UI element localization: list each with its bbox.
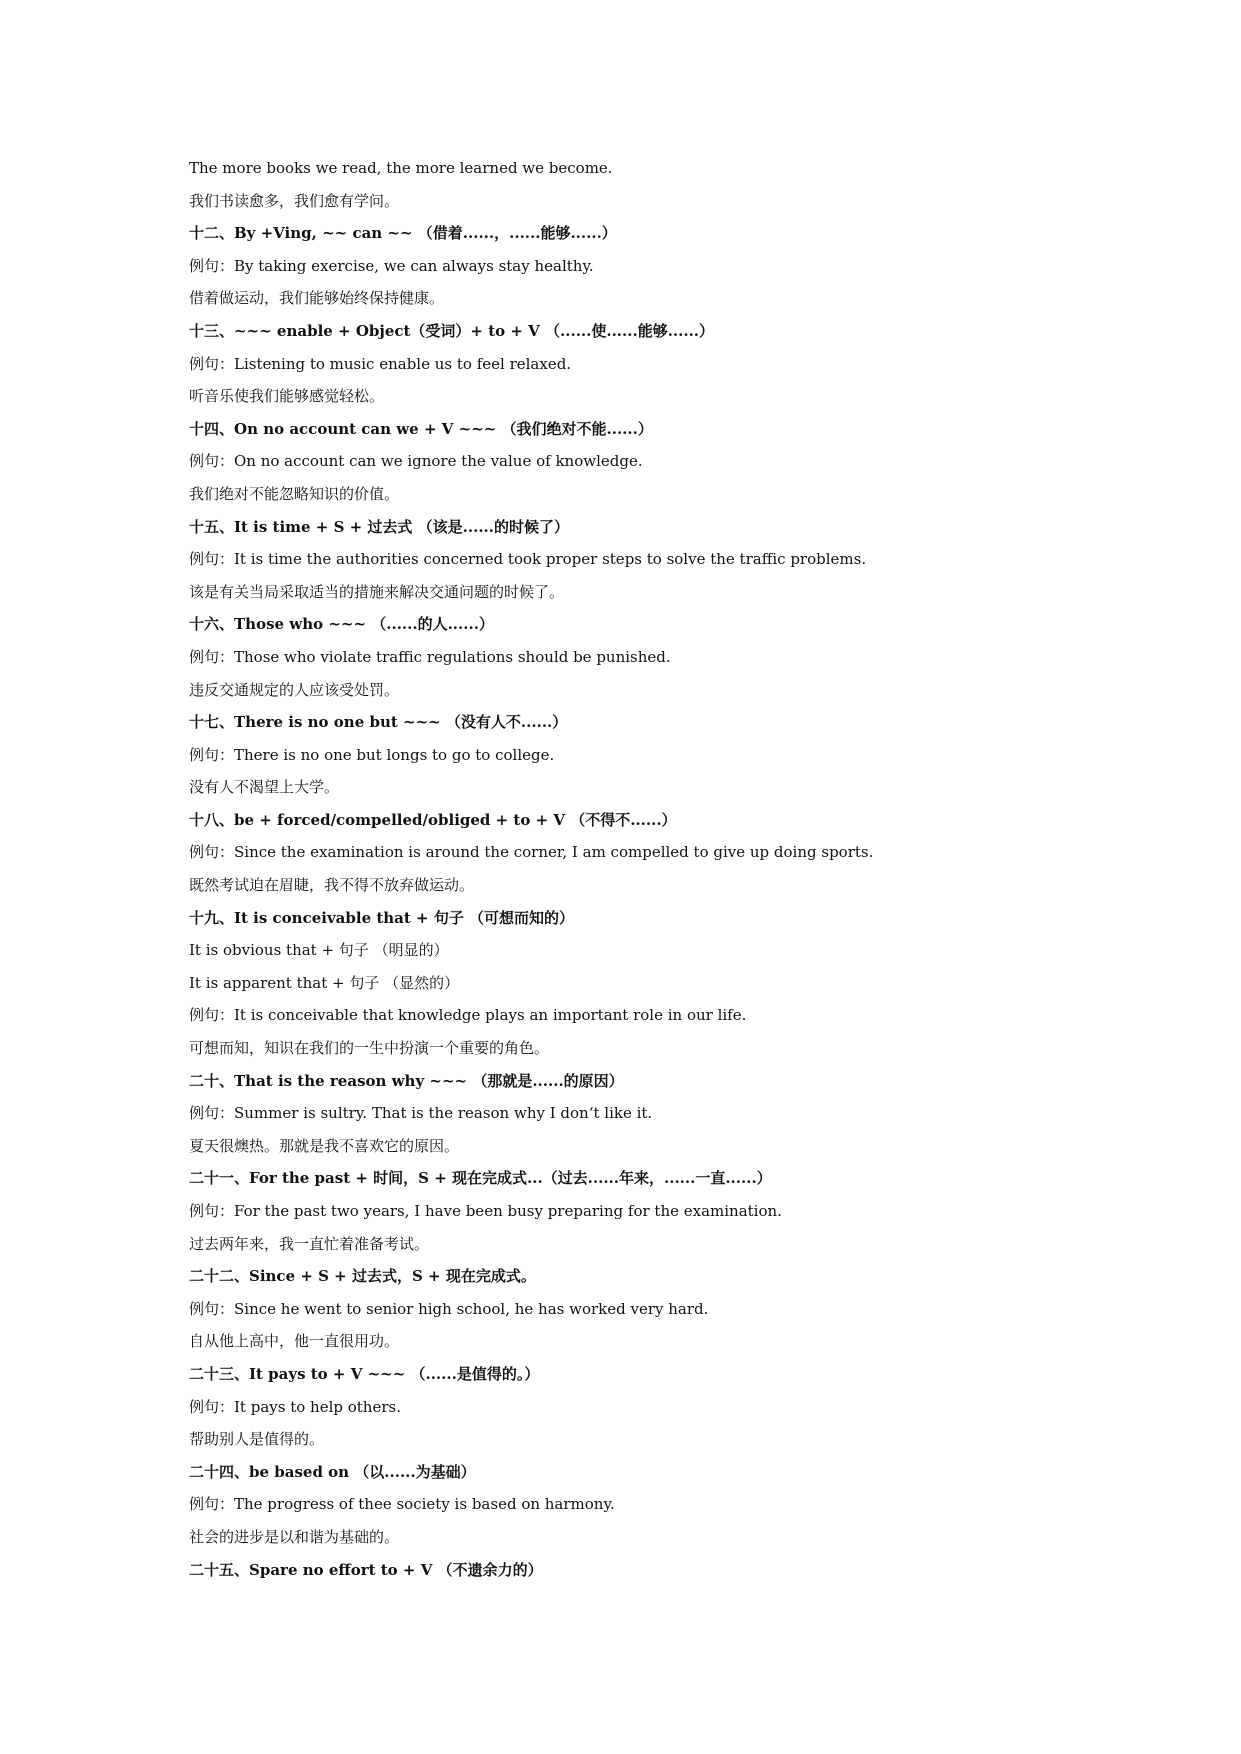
section-heading: 二十三、It pays to + V ~~~ （......是值得的。） [189, 1364, 540, 1383]
text-line: 我们书读愈多，我们愈有学问。 [189, 191, 400, 210]
text-line: 例句：Those who violate traffic regulations should be punished. [189, 647, 671, 666]
section-heading: 二十、That is the reason why ~~~ （那就是......的原因） [189, 1071, 624, 1090]
text-line: 例句：By taking exercise, we can always stay healthy. [189, 256, 594, 275]
section-heading: 十五、It is time + S + 过去式 （该是......的时候了） [189, 517, 569, 536]
text-line: 自从他上高中，他一直很用功。 [189, 1332, 400, 1351]
text-line: 例句：It is conceivable that knowledge plays an important role in our life. [189, 1006, 747, 1025]
section-heading: 二十一、For the past + 时间，S + 现在完成式...（过去......年来，......一直......） [189, 1169, 772, 1188]
text-line: 例句：There is no one but longs to go to college. [189, 745, 555, 764]
text-line: 既然考试迫在眉睫，我不得不放弃做运动。 [189, 876, 475, 895]
section-heading: 十七、There is no one but ~~~ （没有人不......） [189, 713, 568, 732]
text-line: 社会的进步是以和谐为基础的。 [189, 1527, 400, 1546]
text-line: It is obvious that + 句子 （明显的） [189, 941, 449, 960]
text-line: 例句：It is time the authorities concerned took proper steps to solve the traffic problems. [189, 550, 867, 569]
section-heading: 十四、On no account can we + V ~~~ （我们绝对不能......） [189, 419, 653, 438]
section-heading: 十三、~~~ enable + Object（受词）+ to + V （......使......能够......） [189, 321, 715, 340]
text-line: The more books we read, the more learned we become. [189, 159, 613, 177]
text-line: 没有人不渴望上大学。 [189, 778, 340, 797]
text-line: 例句：Since he went to senior high school, he has worked very hard. [189, 1299, 709, 1318]
text-line: 可想而知，知识在我们的一生中扮演一个重要的角色。 [189, 1039, 550, 1058]
text-line: 例句：It pays to help others. [189, 1397, 401, 1416]
text-line: 例句：On no account can we ignore the value of knowledge. [189, 452, 643, 471]
text-line: 例句：Summer is sultry. That is the reason why I don‘t like it. [189, 1104, 653, 1123]
text-line: 听音乐使我们能够感觉轻松。 [189, 387, 385, 406]
text-line: 违反交通规定的人应该受处罚。 [189, 680, 400, 699]
text-line: 例句：Listening to music enable us to feel relaxed. [189, 354, 572, 373]
section-heading: 二十五、Spare no effort to + V （不遗余力的） [189, 1560, 543, 1579]
text-line: 例句：Since the examination is around the corner, I am compelled to give up doing sports. [189, 843, 874, 862]
section-heading: 十二、By +Ving, ~~ can ~~ （借着......，......能够......） [189, 224, 617, 243]
section-heading: 二十四、be based on （以......为基础） [189, 1462, 476, 1481]
text-line: 我们绝对不能忽略知识的价值。 [189, 484, 400, 503]
document-page [189, 152, 1149, 1586]
text-line: 借着做运动，我们能够始终保持健康。 [189, 289, 445, 308]
text-line: It is apparent that + 句子 （显然的） [189, 973, 460, 992]
section-heading: 二十二、Since + S + 过去式，S + 现在完成式。 [189, 1267, 536, 1286]
section-heading: 十六、Those who ~~~ （......的人......） [189, 615, 494, 634]
text-line: 例句：For the past two years, I have been busy preparing for the examination. [189, 1202, 782, 1220]
text-line: 该是有关当局采取适当的措施来解决交通问题的时候了。 [189, 582, 565, 601]
text-line: 帮助别人是值得的。 [189, 1430, 325, 1449]
section-heading: 十九、It is conceivable that + 句子 （可想而知的） [189, 908, 575, 927]
text-line: 过去两年来，我一直忙着准备考试。 [189, 1234, 430, 1253]
text-line: 夏天很燠热。那就是我不喜欢它的原因。 [189, 1136, 460, 1155]
text-line: 例句：The progress of thee society is based on harmony. [189, 1495, 615, 1514]
section-heading: 十八、be + forced/compelled/obliged + to + V （不得不......） [189, 810, 677, 829]
